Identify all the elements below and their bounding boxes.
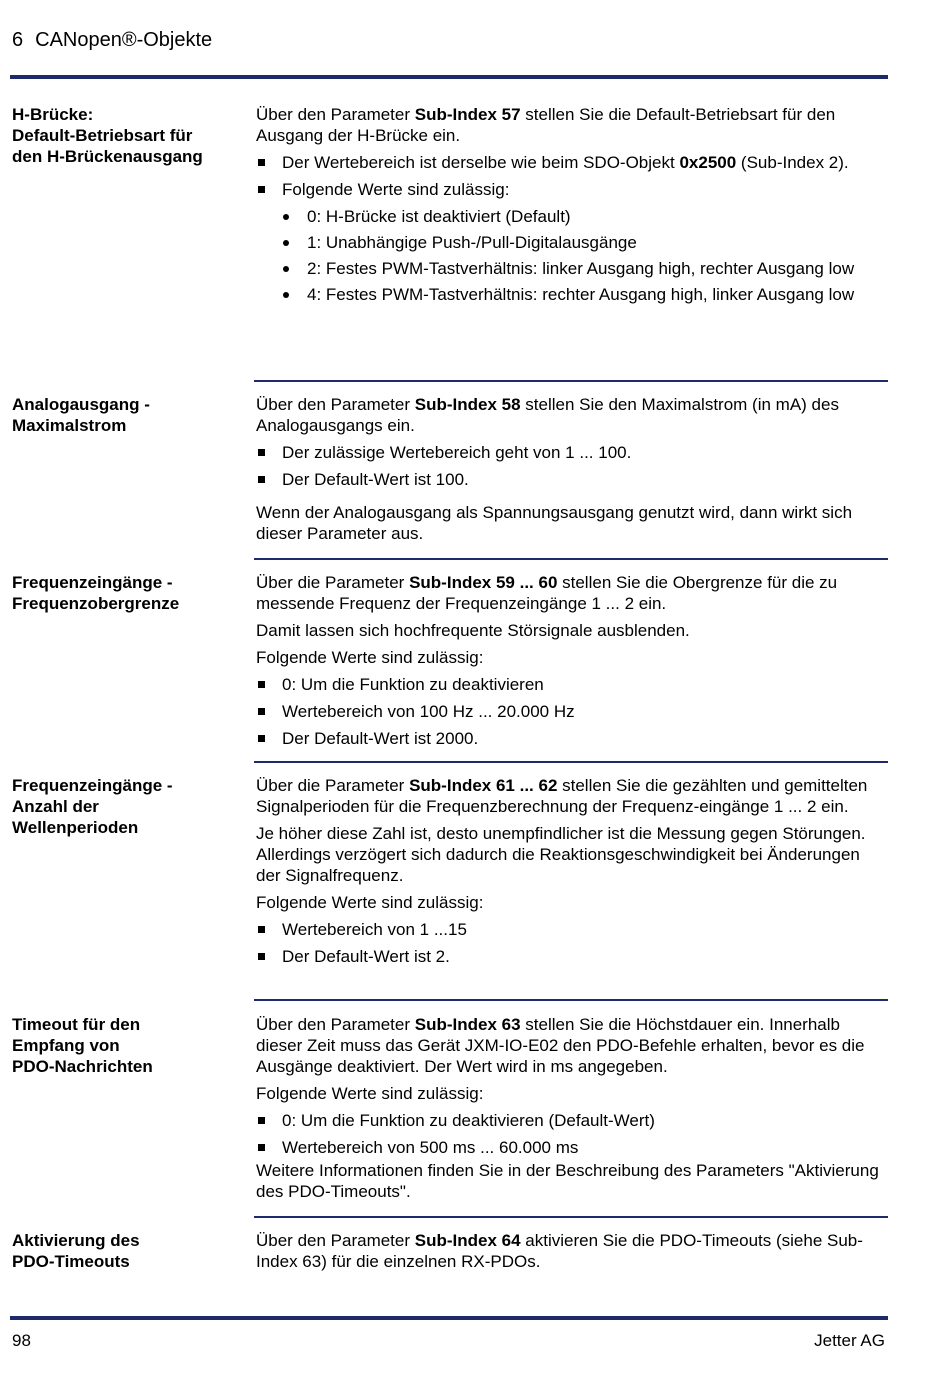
footer-rule (10, 1316, 888, 1320)
section-label-pdo-timeout-activation (12, 1230, 237, 1272)
header-rule (10, 75, 888, 79)
section-divider (254, 761, 888, 763)
label-line: Frequenzeingänge - (12, 573, 173, 592)
list-item: Folgende Werte sind zulässig: (256, 179, 886, 200)
label-line: PDO-Timeouts (12, 1252, 130, 1271)
label-line: Timeout für den (12, 1015, 141, 1034)
list-item: Wertebereich von 1 ...15 (256, 919, 886, 940)
paragraph: Folgende Werte sind zulässig: (256, 893, 484, 912)
label-line: H-Brücke: (12, 105, 94, 124)
list-item: Wertebereich von 500 ms ... 60.000 ms (256, 1137, 886, 1158)
label-line: PDO-Nachrichten (12, 1057, 153, 1076)
list-item: Wertebereich von 100 Hz ... 20.000 Hz (256, 701, 886, 722)
section-content-wave-periods (256, 775, 886, 973)
sub-list-item: 4: Festes PWM-Tastverhältnis: rechter Ausgang high, linker Ausgang low (256, 284, 886, 305)
list-item: 0: Um die Funktion zu deaktivieren (Default-Wert) (256, 1110, 886, 1131)
section-content-frequency-limit (256, 572, 886, 755)
section-divider (254, 999, 888, 1001)
page-header (12, 27, 212, 53)
intro-paragraph: Über die Parameter Sub-Index 59 ... 60 stellen Sie die Obergrenze für die zu messende Frequenz der Frequenzeingänge 1 ... 2 ein. (256, 573, 838, 613)
chapter-title: CANopen®-Objekte (35, 29, 213, 51)
label-line: den H-Brückenausgang (12, 147, 203, 166)
section-content-h-bridge (256, 104, 886, 311)
section-label-analog-output (12, 394, 237, 436)
outro-paragraph: Wenn der Analogausgang als Spannungsausgang genutzt wird, dann wirkt sich dieser Parameter aus. (256, 503, 853, 543)
section-divider (254, 558, 888, 560)
section-content-pdo-timeout-activation (256, 1230, 886, 1278)
intro-paragraph: Über den Parameter Sub-Index 64 aktivieren Sie die PDO-Timeouts (siehe Sub-Index 63) für die einzelnen RX-PDOs. (256, 1231, 863, 1271)
label-line: Frequenzobergrenze (12, 594, 180, 613)
page-number: 98 (12, 1331, 31, 1350)
chapter-number: 6 (12, 29, 24, 51)
label-line: Analogausgang - (12, 395, 150, 414)
section-label-frequency-limit (12, 572, 237, 614)
bullet-list (256, 442, 886, 490)
section-content-analog-output (256, 394, 886, 550)
list-item: Der Default-Wert ist 2000. (256, 728, 886, 749)
section-label-pdo-timeout (12, 1014, 237, 1077)
label-line: Wellenperioden (12, 818, 139, 837)
section-divider (254, 1216, 888, 1218)
section-label-wave-periods (12, 775, 237, 838)
company-name: Jetter AG (814, 1331, 885, 1350)
bullet-list (256, 674, 886, 749)
bullet-list (256, 1110, 886, 1158)
label-line: Empfang von (12, 1036, 120, 1055)
list-item: Der zulässige Wertebereich geht von 1 ... 100. (256, 442, 886, 463)
label-line: Anzahl der (12, 797, 99, 816)
bullet-list (256, 919, 886, 967)
intro-paragraph: Über den Parameter Sub-Index 63 stellen Sie die Höchstdauer ein. Innerhalb dieser Zeit muss das Gerät JXM-IO-E02 den PDO-Befehle erhalten, bevor es die Ausgänge deaktiviert. Der Wert wird in ms angegeben. (256, 1015, 865, 1076)
sub-list-item: 2: Festes PWM-Tastverhältnis: linker Ausgang high, rechter Ausgang low (256, 258, 886, 279)
intro-paragraph: Über den Parameter Sub-Index 57 stellen Sie die Default-Betriebsart für den Ausgang der H-Brücke ein. (256, 105, 836, 145)
section-label-h-bridge (12, 104, 237, 167)
label-line: Maximalstrom (12, 416, 127, 435)
section-content-pdo-timeout (256, 1014, 886, 1208)
intro-paragraph: Über den Parameter Sub-Index 58 stellen Sie den Maximalstrom (in mA) des Analogausgangs ein. (256, 395, 839, 435)
sub-bullet-list (256, 206, 886, 305)
list-item: Der Default-Wert ist 2. (256, 946, 886, 967)
list-item: 0: Um die Funktion zu deaktivieren (256, 674, 886, 695)
paragraph: Folgende Werte sind zulässig: (256, 648, 484, 667)
paragraph: Folgende Werte sind zulässig: (256, 1084, 484, 1103)
paragraph: Je höher diese Zahl ist, desto unempfindlicher ist die Messung gegen Störungen. Allerdings verzögert sich dadurch die Reaktionsgeschwindigkeit bei Änderungen der Signalfrequenz. (256, 824, 866, 885)
list-item: Der Default-Wert ist 100. (256, 469, 886, 490)
outro-paragraph: Weitere Informationen finden Sie in der Beschreibung des Parameters "Aktivierung des PDO-Timeouts". (256, 1161, 879, 1201)
sub-list-item: 1: Unabhängige Push-/Pull-Digitalausgänge (256, 232, 886, 253)
sub-list-item: 0: H-Brücke ist deaktiviert (Default) (256, 206, 886, 227)
paragraph: Damit lassen sich hochfrequente Störsignale ausblenden. (256, 621, 690, 640)
label-line: Frequenzeingänge - (12, 776, 173, 795)
intro-paragraph: Über die Parameter Sub-Index 61 ... 62 stellen Sie die gezählten und gemittelten Signalperioden für die Frequenzberechnung der Frequenz-eingänge 1 ... 2 ein. (256, 776, 868, 816)
section-divider (254, 380, 888, 382)
label-line: Default-Betriebsart für (12, 126, 193, 145)
label-line: Aktivierung des (12, 1231, 140, 1250)
bullet-list (256, 152, 886, 200)
list-item: Der Wertebereich ist derselbe wie beim SDO-Objekt 0x2500 (Sub-Index 2). (256, 152, 886, 173)
